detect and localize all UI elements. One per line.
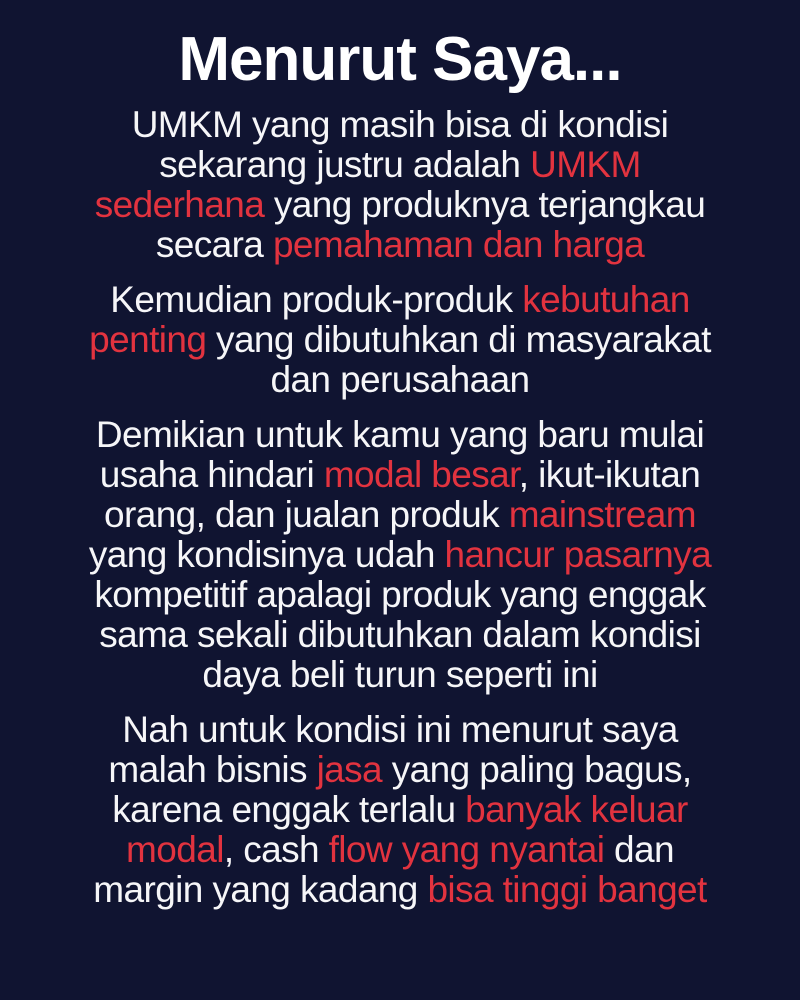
highlighted-text: kebutuhan — [522, 279, 690, 321]
plain-text: malah bisnis — [108, 749, 317, 791]
highlighted-text: UMKM — [530, 144, 641, 186]
plain-text: usaha hindari — [99, 454, 324, 496]
plain-text: sekarang justru adalah — [159, 144, 531, 186]
text-line — [0, 360, 800, 400]
highlighted-text: pemahaman dan harga — [272, 224, 645, 266]
plain-text: Kemudian produk-produk — [110, 279, 523, 321]
plain-text: orang, dan jualan produk — [104, 494, 509, 536]
plain-text: yang produknya terjangkau — [264, 184, 706, 226]
highlighted-text: banyak keluar — [465, 789, 688, 831]
highlighted-text: jasa — [316, 749, 383, 791]
plain-text: secara — [155, 224, 273, 266]
text-line — [0, 280, 800, 320]
plain-text: dan — [604, 829, 674, 871]
text-line — [0, 575, 800, 615]
quote-body — [0, 105, 800, 910]
text-line — [0, 415, 800, 455]
highlighted-text: bisa tinggi banget — [427, 869, 707, 911]
paragraph — [0, 710, 800, 910]
plain-text: Demikian untuk kamu yang baru mulai — [95, 414, 705, 456]
text-line — [0, 495, 800, 535]
text-line — [0, 710, 800, 750]
plain-text: sama sekali dibutuhkan dalam kondisi — [99, 614, 701, 656]
highlighted-text: flow yang nyantai — [328, 829, 605, 871]
text-line — [0, 870, 800, 910]
highlighted-text: sederhana — [94, 184, 265, 226]
text-line — [0, 750, 800, 790]
plain-text: dan perusahaan — [270, 359, 530, 401]
plain-text: yang kondisinya udah — [88, 534, 445, 576]
highlighted-text: modal besar — [323, 454, 519, 496]
text-line — [0, 790, 800, 830]
text-line — [0, 320, 800, 360]
highlighted-text: hancur pasarnya — [444, 534, 712, 576]
text-line — [0, 535, 800, 575]
plain-text: UMKM yang masih bisa di kondisi — [131, 104, 669, 146]
text-line — [0, 830, 800, 870]
highlighted-text: mainstream — [508, 494, 696, 536]
plain-text: , ikut-ikutan — [518, 454, 701, 496]
paragraph — [0, 415, 800, 695]
plain-text: , cash — [223, 829, 329, 871]
paragraph — [0, 280, 800, 400]
plain-text: Nah untuk kondisi ini menurut saya — [122, 709, 678, 751]
highlighted-text: penting — [89, 319, 207, 361]
plain-text: daya beli turun seperti ini — [202, 654, 598, 696]
text-line — [0, 145, 800, 185]
text-line — [0, 225, 800, 265]
highlighted-text: modal — [126, 829, 224, 871]
text-line — [0, 185, 800, 225]
text-line — [0, 655, 800, 695]
plain-text: kompetitif apalagi produk yang enggak — [94, 574, 706, 616]
plain-text: yang paling bagus, — [382, 749, 692, 791]
plain-text: yang dibutuhkan di masyarakat — [206, 319, 711, 361]
paragraph — [0, 105, 800, 265]
plain-text: margin yang kadang — [93, 869, 428, 911]
text-line — [0, 105, 800, 145]
plain-text: karena enggak terlalu — [112, 789, 466, 831]
text-line — [0, 455, 800, 495]
text-line — [0, 615, 800, 655]
page-title: Menurut Saya... — [178, 25, 622, 94]
